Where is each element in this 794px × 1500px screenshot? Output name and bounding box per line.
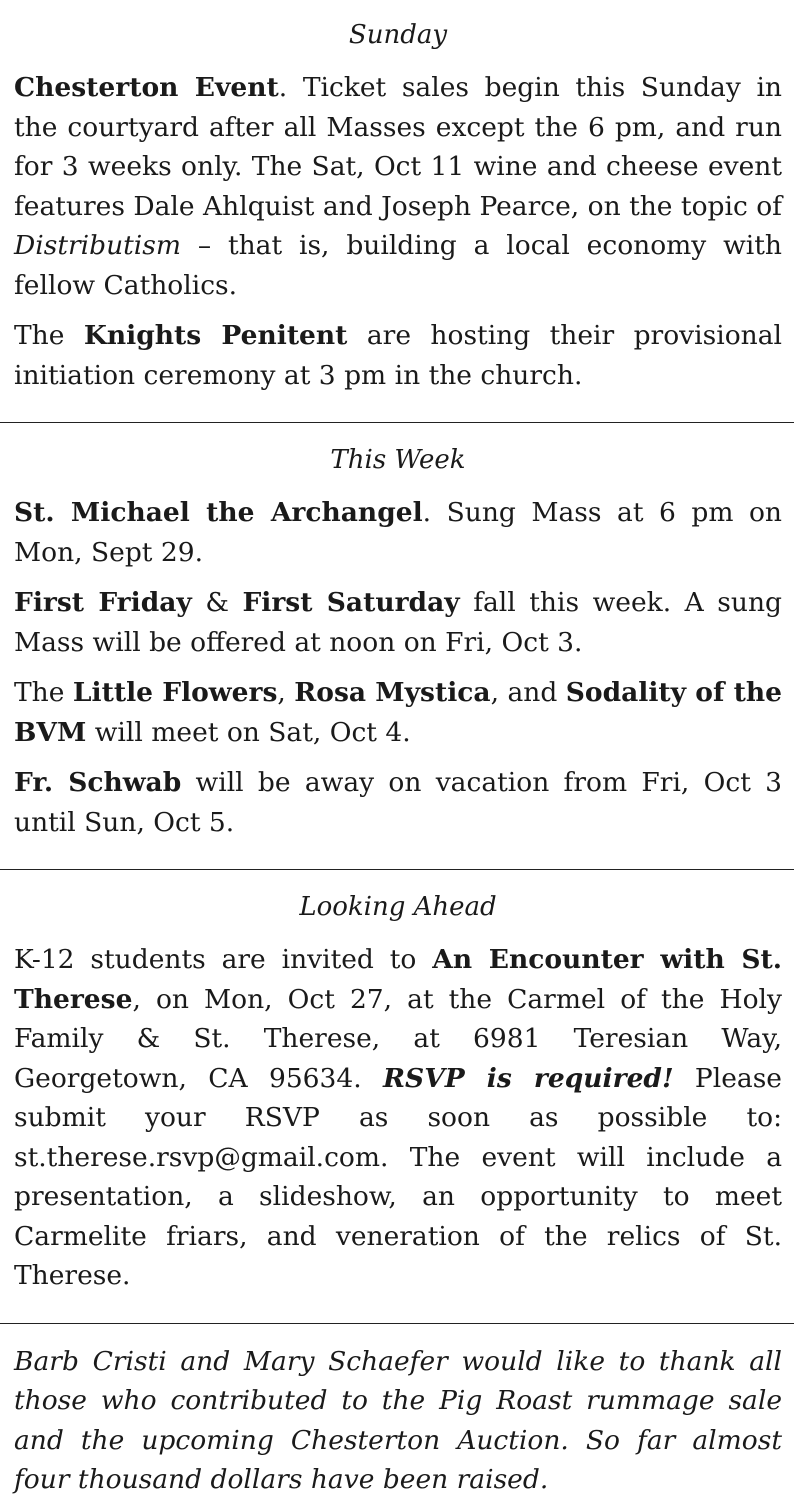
little-flowers-title: Little Flowers bbox=[72, 677, 278, 708]
groups-meeting-paragraph: The Little Flowers, Rosa Mystica, and Sodality of the BVM will meet on Sat, Oct 4. bbox=[14, 677, 782, 748]
st-therese-event-title: An Encounter with St. Therese bbox=[14, 944, 782, 1015]
looking-ahead-section bbox=[0, 870, 794, 1296]
looking-ahead-heading: Looking Ahead bbox=[299, 892, 497, 922]
this-week-heading: This Week bbox=[330, 445, 466, 475]
fr-schwab-paragraph: Fr. Schwab will be away on vacation from Fri, Oct 3 until Sun, Oct 5. bbox=[14, 767, 782, 838]
knights-penitent-title: Knights Penitent bbox=[83, 320, 348, 351]
first-saturday-title: First Saturday bbox=[242, 587, 460, 618]
knights-penitent-paragraph: The Knights Penitent are hosting their provisional initiation ceremony at 3 pm in the church. bbox=[14, 320, 782, 391]
sunday-heading: Sunday bbox=[348, 20, 448, 50]
st-michael-paragraph: St. Michael the Archangel. Sung Mass at 6 pm on Mon, Sept 29. bbox=[14, 497, 782, 568]
sunday-section bbox=[0, 0, 794, 395]
this-week-section bbox=[0, 423, 794, 842]
first-friday-title: First Friday bbox=[14, 587, 192, 618]
first-friday-paragraph: First Friday & First Saturday fall this week. A sung Mass will be offered at noon on Fri, Oct 3. bbox=[14, 587, 783, 658]
chesterton-event-title: Chesterton Event bbox=[14, 72, 279, 103]
fr-schwab-title: Fr. Schwab bbox=[14, 767, 182, 798]
chesterton-event-paragraph: Chesterton Event. Ticket sales begin this Sunday in the courtyard after all Masses except the 6 pm, and run for 3 weeks only. The Sat, Oct 11 wine and cheese event features Dale Ahlquist and Joseph Pearce, on the topic of Distributism – that is, building a local economy with fellow Catholics. bbox=[14, 72, 782, 301]
st-michael-title: St. Michael the Archangel bbox=[14, 497, 423, 528]
st-therese-paragraph: K-12 students are invited to An Encounter with St. Therese, on Mon, Oct 27, at the Carmel of the Holy Family & St. Therese, at 6981 Teresian Way, Georgetown, CA 95634. RSVP is required! Please submit your RSVP as soon as possible to: st.therese.rsvp@gmail.com. The event will include a presentation, a slideshow, an opportunity to meet Carmelite friars, and veneration of the relics of St. Therese. bbox=[14, 944, 782, 1291]
rosa-mystica-title: Rosa Mystica bbox=[294, 677, 491, 708]
thanks-section bbox=[0, 1324, 794, 1500]
sodality-title: Sodality of the BVM bbox=[14, 677, 782, 748]
distributism-term: Distributism bbox=[14, 230, 181, 261]
thanks-paragraph: Barb Cristi and Mary Schaefer would like to thank all those who contributed to the Pig Roast rummage sale and the upcoming Chesterton Auction. So far almost four thousand dollars have been raised. bbox=[14, 1345, 782, 1495]
rsvp-required-note: RSVP is required! bbox=[383, 1062, 674, 1094]
